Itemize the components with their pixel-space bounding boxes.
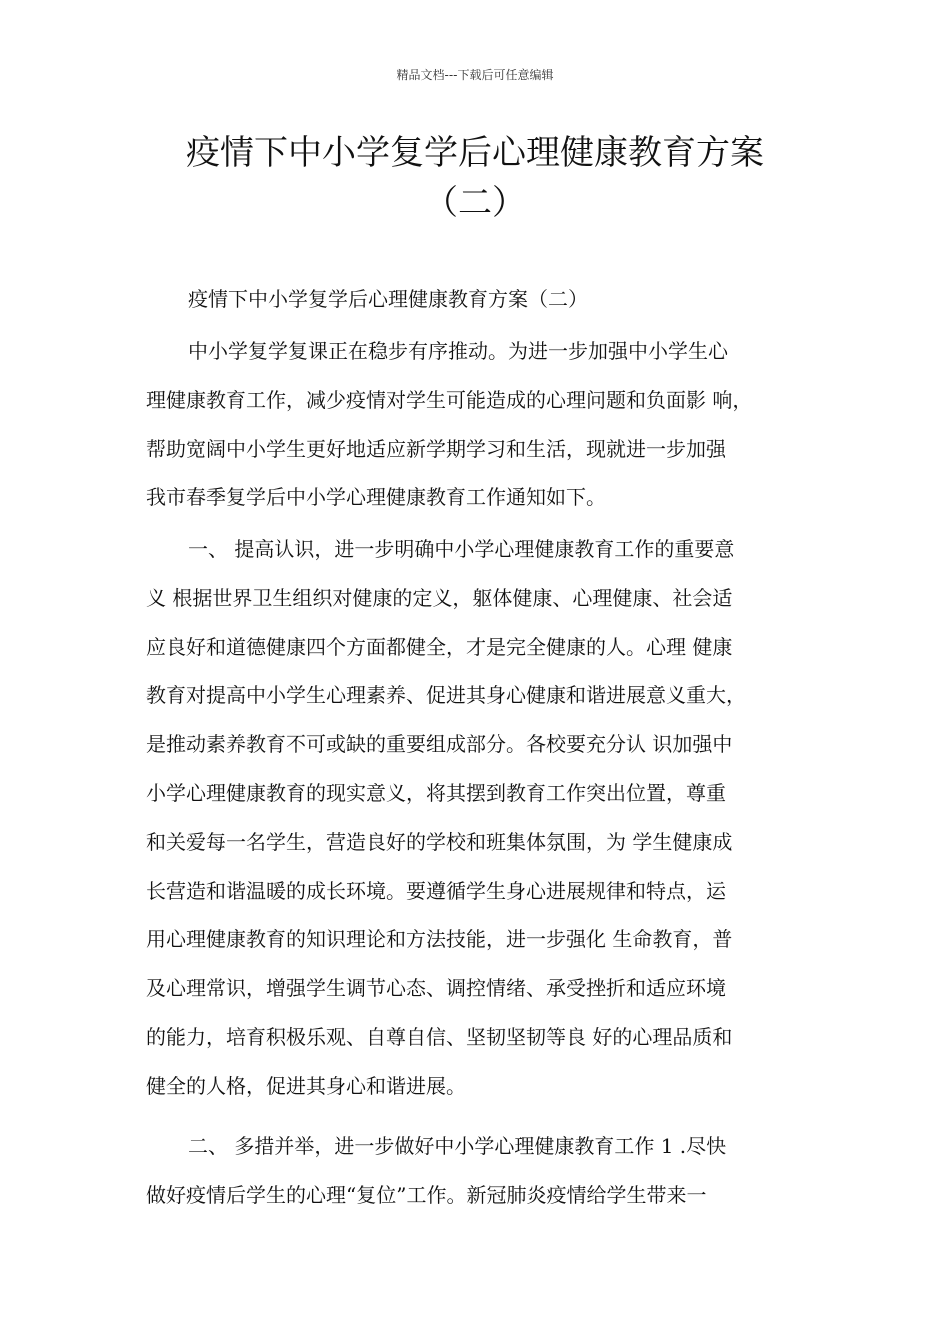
- paragraph-line: 用心理健康教育的知识理论和方法技能，进一步强化 生命教育，普: [146, 927, 733, 952]
- paragraph-line: 中小学复学复课正在稳步有序推动。为进一步加强中小学生心: [188, 339, 728, 363]
- paragraph-line: 义 根据世界卫生组织对健康的定义，躯体健康、心理健康、社会适: [146, 585, 733, 610]
- document-subtitle: 疫情下中小学复学后心理健康教育方案（二）: [188, 287, 588, 311]
- paragraph-line: 应良好和道德健康四个方面都健全，才是完全健康的人。心理 健康: [146, 634, 733, 659]
- paragraph-line: 和关爱每一名学生，营造良好的学校和班集体氛围，为 学生健康成: [146, 829, 733, 854]
- paragraph-line: 理健康教育工作，减少疫情对学生可能造成的心理问题和负面影 响，: [146, 387, 753, 412]
- paragraph-line: 我市春季复学后中小学心理健康教育工作通知如下。: [146, 485, 606, 510]
- paragraph-line: 做好疫情后学生的心理“复位”工作。新冠肺炎疫情给学生带来一: [146, 1182, 707, 1207]
- paragraph-line: 教育对提高中小学生心理素养、促进其身心健康和谐进展意义重大，: [146, 683, 746, 708]
- paragraph-line: 小学心理健康教育的现实意义，将其摆到教育工作突出位置，尊重: [146, 780, 726, 805]
- document-title-line-2: （二）: [424, 183, 526, 223]
- page-header-note: 精品文档---下载后可任意编辑: [396, 68, 554, 82]
- paragraph-intro: [146, 336, 816, 531]
- paragraph-section-2: [146, 1131, 816, 1229]
- paragraph-line: 二、 多措并举，进一步做好中小学心理健康教育工作 1 .尽快: [188, 1134, 727, 1158]
- paragraph-line: 一、 提高认识，进一步明确中小学心理健康教育工作的重要意: [188, 537, 735, 561]
- paragraph-line: 的能力，培育积极乐观、自尊自信、坚韧坚韧等良 好的心理品质和: [146, 1024, 733, 1049]
- document-title-line-1: 疫情下中小学复学后心理健康教育方案: [186, 133, 764, 173]
- paragraph-line: 及心理常识，增强学生调节心态、调控情绪、承受挫折和适应环境: [146, 976, 726, 1001]
- paragraph-line: 长营造和谐温暖的成长环境。要遵循学生身心进展规律和特点，运: [146, 878, 726, 903]
- paragraph-section-1: [146, 534, 816, 1120]
- paragraph-line: 健全的人格，促进其身心和谐进展。: [146, 1073, 466, 1098]
- paragraph-line: 是推动素养教育不可或缺的重要组成部分。各校要充分认 识加强中: [146, 732, 733, 757]
- document-title: [100, 128, 850, 228]
- paragraph-line: 帮助宽阔中小学生更好地适应新学期学习和生活，现就进一步加强: [146, 436, 726, 461]
